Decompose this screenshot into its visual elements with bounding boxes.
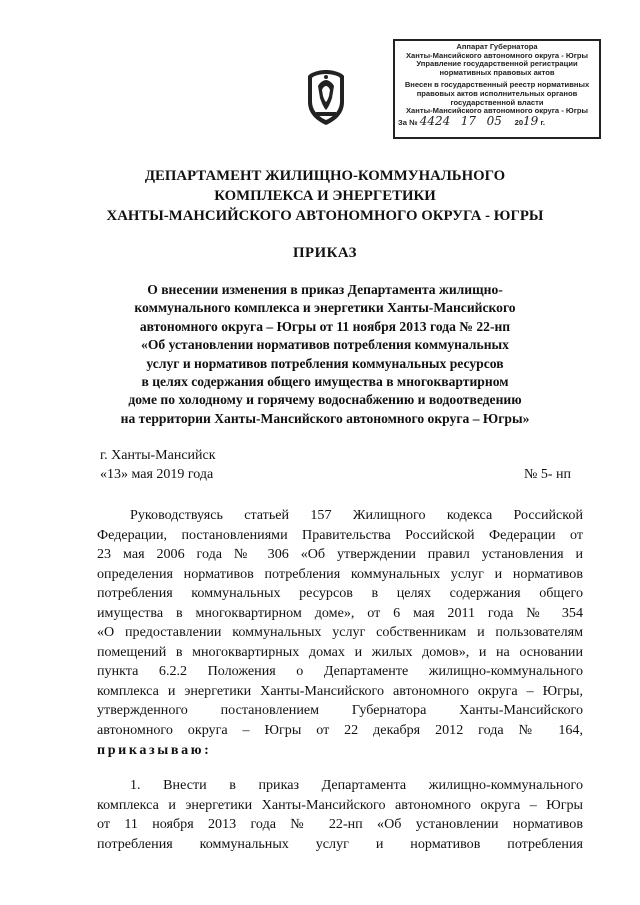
preamble-paragraph — [97, 506, 583, 760]
body-line: определения нормативов потребления коммунальных услуг и нормативов — [97, 565, 583, 582]
body-line: 23 мая 2006 года № 306 «Об утверждении правил установления и — [97, 546, 583, 563]
place-of-issue: г. Ханты-Мансийск — [100, 448, 216, 463]
stamp-line: Ханты-Мансийского автономного округа - Югры — [405, 106, 589, 116]
body-line: от 11 ноября 2013 года № 22-нп «Об установлении нормативов — [97, 816, 583, 833]
body-line: потребления коммунальных ресурсов в целях содержания общего — [97, 585, 583, 602]
stamp-line: Управление государственной регистрации — [416, 59, 578, 69]
body-line: имущества в многоквартирном доме», от 6 мая 2011 года № 354 — [97, 604, 583, 621]
stamp-line: государственной власти — [450, 97, 544, 107]
dept-line: КОМПЛЕКСА И ЭНЕРГЕТИКИ — [214, 188, 436, 204]
stamp-line: Ханты-Мансийского автономного округа - Югры — [405, 50, 589, 60]
subject-line: коммунального комплекса и энергетики Ханты-Мансийского — [134, 300, 516, 316]
stamp-reg-number: 4424 — [419, 113, 451, 128]
subject-line: «Об установлении нормативов потребления коммунальных — [141, 337, 509, 353]
document-type: ПРИКАЗ — [293, 245, 357, 261]
item-1-paragraph — [97, 776, 583, 854]
dept-line: ДЕПАРТАМЕНТ ЖИЛИЩНО-КОММУНАЛЬНОГО — [144, 168, 506, 184]
body-line: утвержденного постановлением Губернатора Ханты-Мансийского — [97, 702, 583, 719]
subject-line: доме по холодному и горячему водоснабжению и водоотведению — [128, 392, 522, 408]
order-subject — [40, 281, 610, 428]
dept-line: ХАНТЫ-МАНСИЙСКОГО АВТОНОМНОГО ОКРУГА - ЮГРЫ — [106, 208, 544, 224]
body-line: «О предоставлении коммунальных услуг собственникам и пользователям — [97, 624, 583, 641]
subject-line: в целях содержания общего имущества в многоквартирном — [141, 374, 509, 390]
stamp-reg-year-prefix: 20 — [514, 117, 524, 127]
body-line: автономного округа – Югры от 22 декабря 2012 года № 164, — [97, 722, 583, 739]
stamp-reg-day: 17 — [460, 113, 477, 128]
body-line: потребления коммунальных услуг и нормативов потребления — [97, 835, 583, 852]
issue-date: «13» мая 2019 года — [100, 467, 214, 482]
stamp-line: Аппарат Губернатора — [456, 42, 538, 51]
stamp-registration-line — [398, 113, 596, 128]
body-line: пункта 6.2.2 Положения о Департаменте жилищно-коммунального — [97, 663, 583, 680]
subject-line: на территории Ханты-Мансийского автономного округа – Югры» — [120, 410, 530, 426]
stamp-line: Внесен в государственный реестр нормативных — [404, 80, 590, 90]
body-line: комплекса и энергетики Ханты-Мансийского автономного округа – Югры, — [97, 682, 583, 699]
stamp-reg-year: 19 — [523, 113, 539, 128]
body-line: помещений в многоквартирных домах и жилых домов», и на основании — [97, 643, 583, 660]
subject-line: О внесении изменения в приказ Департамента жилищно- — [147, 282, 503, 297]
registration-stamp — [393, 39, 601, 139]
stamp-line: правовых актов исполнительных органов — [416, 88, 578, 98]
department-heading — [40, 166, 610, 226]
body-line: Федерации, постановлениями Правительства Российской Федерации от — [97, 526, 583, 543]
subject-line: автономного округа – Югры от 11 ноября 2013 года № 22-нп — [139, 318, 511, 334]
body-line: 1. Внести в приказ Департамента жилищно-коммунального — [130, 777, 583, 793]
order-number: № 5- нп — [524, 467, 572, 482]
body-line: комплекса и энергетики Ханты-Мансийского автономного округа – Югры — [97, 796, 583, 813]
stamp-reg-suffix: г. — [540, 117, 545, 127]
stamp-reg-prefix: За № — [398, 117, 418, 127]
coat-of-arms-emblem — [304, 68, 348, 126]
orders-word: приказываю: — [97, 741, 212, 758]
stamp-line: нормативных правовых актов — [439, 67, 555, 77]
subject-line: услуг и нормативов потребления коммунальных ресурсов — [146, 355, 504, 371]
stamp-reg-month: 05 — [486, 113, 502, 128]
body-line: Руководствуясь статьей 157 Жилищного кодекса Российской — [130, 507, 583, 523]
